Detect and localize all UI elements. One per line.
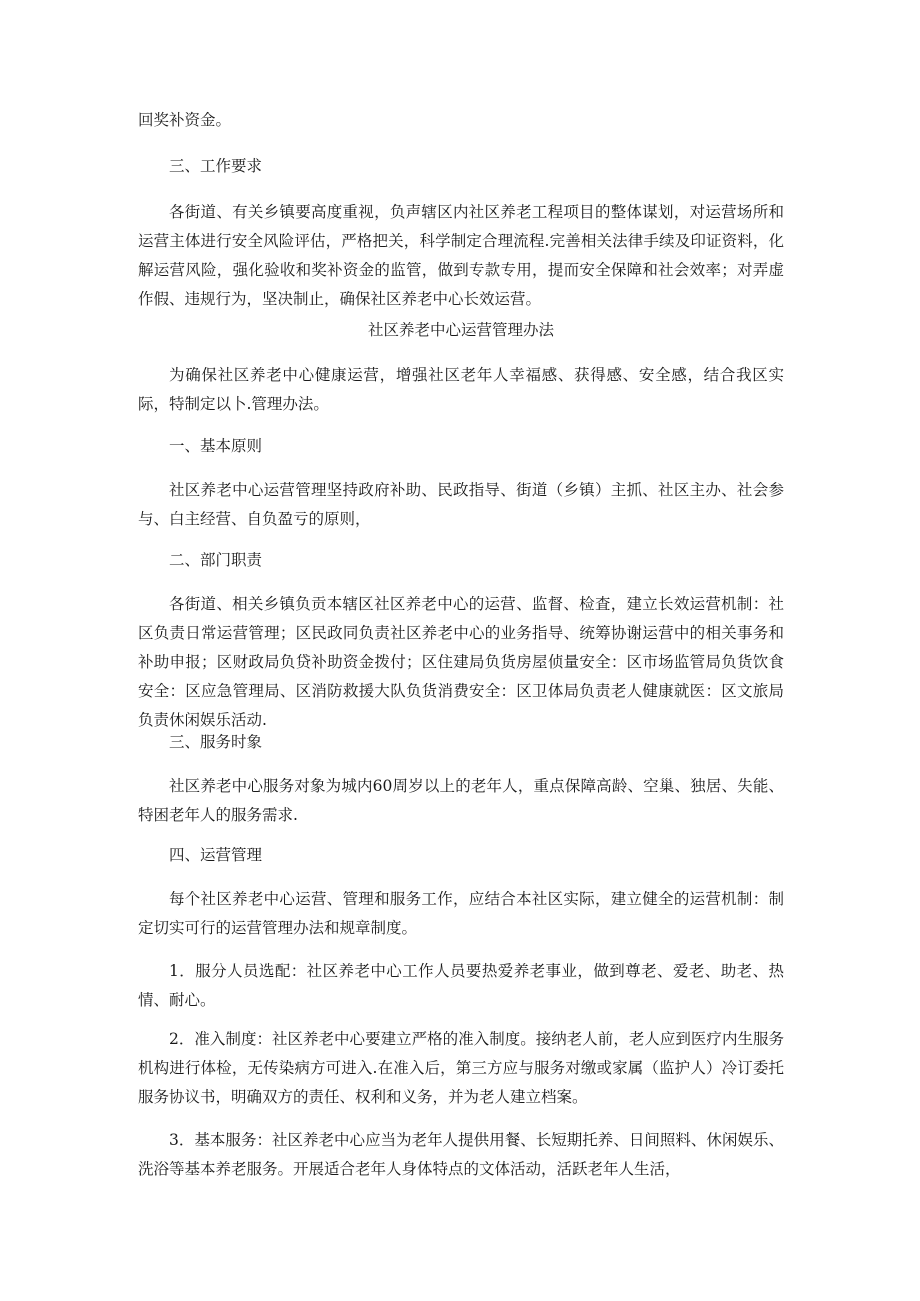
- section-heading-operation-management: 四、运营管理: [169, 846, 263, 864]
- paragraph-department-duties: 各街道、相关乡镇负贡本辖区社区养老中心的运营、监督、检査，建立长效运营机制：社区负责日常运营管理；区民政同负责社区养老中心的业务指导、统筹协谢运营中的相关事务和补助申报；区财政局负贷补助资金拨付；区住建局负货房屋侦量安全：区市场监管局负货饮食安全：区应急管理局、区消防救援大队负货消费安全：区卫体局负责老人健康就医：区文旅局负责休闲娱乐活动.: [138, 595, 784, 729]
- paragraph-work-requirements: 各街道、有关乡镇要高度重视，负声辖区内社区养老工程项目的整体谋划，对运营场所和运营主体进行安全风险评估，严格把关，科学制定合理流程.完善相关法律手续及印证资料，化解运营风险，强化验收和奖补资金的监管，做到专款专用，提而安全保障和社会效率；对弄虚作假、违规行为，坚决制止，确保社区养老中心长效运营。: [138, 203, 784, 308]
- section-heading-service-targets: 三、服务时象: [169, 733, 263, 751]
- paragraph-operation-management: 每个社区养老中心运营、管理和服务工作，应结合本社区实际，建立健全的运营机制：制定切实可行的运营管理办法和规章制度。: [138, 890, 784, 937]
- section-heading-basic-principles: 一、基本原则: [169, 437, 263, 455]
- paragraph-continuation: 回奖补资金。: [138, 111, 232, 129]
- list-item-staffing: 1．服分人员选配：社区养老中心工作人员要热爱养老事业，做到尊老、爱老、助老、热情、耐心。: [138, 962, 784, 1009]
- list-item-basic-services: 3．基本服务：社区养老中心应当为老年人提供用餐、长短期托养、日间照料、休闲娱乐、洗浴等基本养老服务。开展适合老年人身体特点的文体活动，活跃老年人生活，: [138, 1131, 784, 1178]
- paragraph-intro: 为确保社区养老中心健康运营，增强社区老年人幸福感、获得感、安全感，结合我区实际，特制定以卜.管理办法。: [138, 366, 784, 413]
- list-item-admission: 2．准入制度：社区养老中心要建立严格的准入制度。接纳老人前，老人应到医疗内生服务机构进行体检，无传染病方可进入.在准入后，第三方应与服务对缴或家属（监护人）冷订委托服务协议书，明确双方的责任、权利和义务，并为老人建立档案。: [138, 1030, 784, 1106]
- paragraph-service-targets: 社区养老中心服务对象为城内60周岁以上的老年人，重点保障高龄、空巢、独居、失能、特困老年人的服务需求.: [138, 777, 784, 824]
- section-heading-department-duties: 二、部门职责: [169, 551, 263, 569]
- document-title: 社区养老中心运营管理办法: [367, 321, 554, 339]
- section-heading-work-requirements: 三、工作要求: [169, 157, 263, 175]
- paragraph-basic-principles: 社区养老中心运营管理坚持政府补助、民政指导、街道（乡镇）主抓、社区主办、社会参与、白主经营、自负盈亏的原则，: [138, 481, 784, 528]
